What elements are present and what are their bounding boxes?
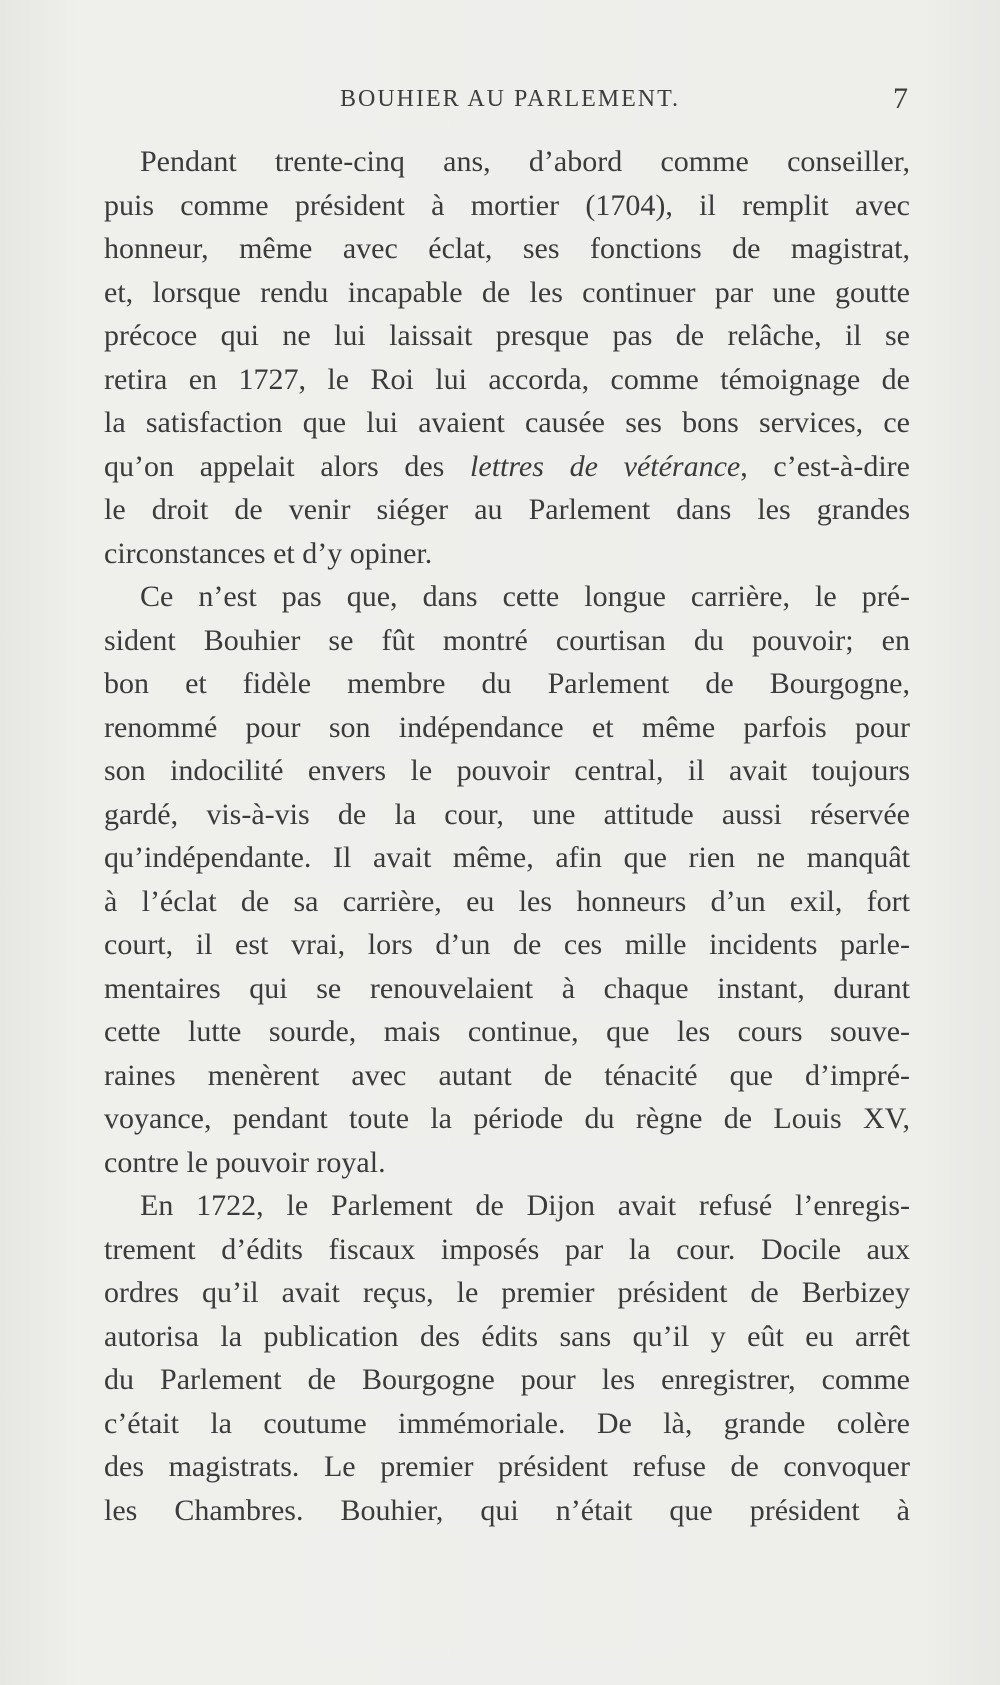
running-head bbox=[108, 82, 908, 120]
text-line: cette lutte sourde, mais continue, que les cours souve- bbox=[104, 1015, 910, 1048]
running-title: BOUHIER AU PARLEMENT. bbox=[340, 86, 681, 112]
text-line: bon et fidèle membre du Parlement de Bourgogne, bbox=[104, 667, 910, 700]
text-line: puis comme président à mortier (1704), il remplit avec bbox=[104, 188, 910, 222]
text-line: voyance, pendant toute la période du règne de Louis XV, bbox=[104, 1102, 910, 1135]
text-line: c’était la coutume immémoriale. De là, grande colère bbox=[104, 1406, 910, 1440]
text-line: qu’indépendante. Il avait même, afin que rien ne manquât bbox=[104, 841, 910, 874]
text-line: précoce qui ne lui laissait presque pas de relâche, il se bbox=[104, 319, 910, 352]
text-line: ordres qu’il avait reçus, le premier président de Berbizey bbox=[104, 1276, 910, 1309]
text-line: son indocilité envers le pouvoir central, il avait toujours bbox=[104, 754, 910, 787]
text-line: des magistrats. Le premier président refuse de convoquer bbox=[104, 1450, 910, 1483]
text-line: En 1722, le Parlement de Dijon avait refusé l’enregis- bbox=[140, 1189, 910, 1222]
text-line: les Chambres. Bouhier, qui n’était que président à bbox=[104, 1493, 910, 1527]
text-line: raines menèrent avec autant de ténacité que d’impré- bbox=[104, 1058, 910, 1092]
text-line: autorisa la publication des édits sans qu’il y eût eu arrêt bbox=[104, 1319, 910, 1353]
text-segment: qu’on appelait alors des bbox=[104, 449, 471, 483]
text-line: honneur, même avec éclat, ses fonctions de magistrat, bbox=[104, 232, 910, 265]
text-line-with-italic bbox=[104, 445, 910, 489]
text-line: renommé pour son indépendance et même parfois pour bbox=[104, 710, 910, 744]
text-line: contre le pouvoir royal. bbox=[104, 1145, 386, 1179]
page-number: 7 bbox=[893, 82, 908, 115]
text-line: Pendant trente-cinq ans, d’abord comme conseiller, bbox=[140, 145, 910, 178]
text-line: sident Bouhier se fût montré courtisan du pouvoir; en bbox=[104, 623, 910, 657]
text-line: mentaires qui se renouvelaient à chaque instant, durant bbox=[104, 971, 910, 1005]
text-line: Ce n’est pas que, dans cette longue carrière, le pré- bbox=[140, 580, 910, 613]
text-line: et, lorsque rendu incapable de les continuer par une goutte bbox=[104, 275, 910, 309]
text-line: à l’éclat de sa carrière, eu les honneurs d’un exil, fort bbox=[104, 884, 910, 918]
italic-phrase: lettres de vétérance bbox=[470, 449, 741, 483]
text-segment: , c’est-à-dire bbox=[740, 449, 910, 483]
text-line: le droit de venir siéger au Parlement dans les grandes bbox=[104, 493, 910, 526]
text-line: du Parlement de Bourgogne pour les enregistrer, comme bbox=[104, 1363, 910, 1396]
text-line: retira en 1727, le Roi lui accorda, comme témoignage de bbox=[104, 362, 910, 396]
text-line: court, il est vrai, lors d’un de ces mille incidents parle- bbox=[104, 928, 910, 961]
body-text bbox=[104, 140, 910, 1532]
text-line: gardé, vis-à-vis de la cour, une attitude aussi réservée bbox=[104, 797, 910, 831]
text-line: circonstances et d’y opiner. bbox=[104, 536, 433, 570]
text-line: trement d’édits fiscaux imposés par la cour. Docile aux bbox=[104, 1232, 910, 1266]
text-line: la satisfaction que lui avaient causée ses bons services, ce bbox=[104, 406, 910, 439]
